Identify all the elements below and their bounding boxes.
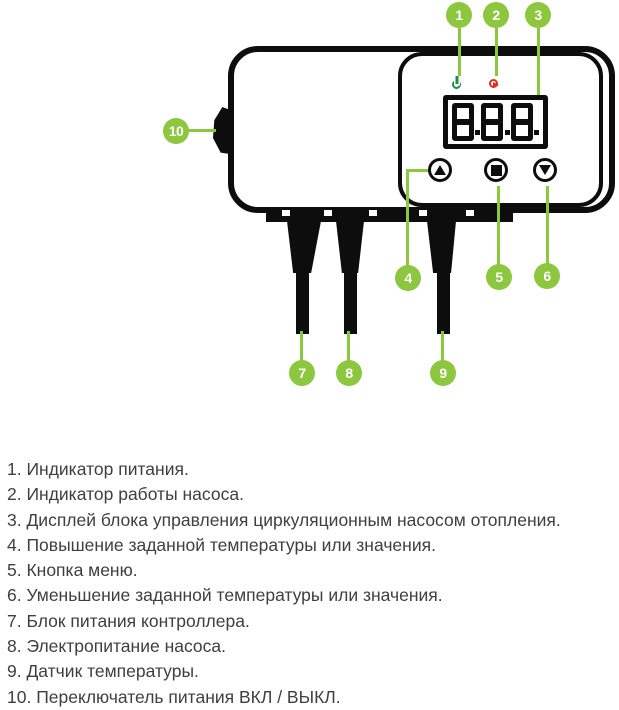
legend-item-4: 4. Повышение заданной температуры или значения. [7,534,436,555]
temperature-sensor-cable [437,271,450,334]
callout-line-4 [406,169,409,266]
triangle-down-icon [539,165,551,175]
power-indicator-icon [452,80,461,89]
legend-item-2: 2. Индикатор работы насоса. [7,484,244,505]
pump-indicator-icon [489,79,498,88]
callout-marker-7: 7 [289,360,315,386]
rail-notch [282,210,290,216]
legend-item-5: 5. Кнопка меню. [7,560,138,581]
rail-notch [324,210,332,216]
callout-marker-9: 9 [430,360,456,386]
callout-line-2 [495,28,498,76]
segment-digit [481,103,503,141]
callout-marker-6: 6 [534,263,560,289]
callout-line-7 [300,331,303,361]
callout-line-5 [497,186,500,265]
legend-item-3: 3. Дисплей блока управления циркуляционным насосом отопления. [7,509,561,530]
callout-line-9 [441,331,444,361]
rail-notch [419,210,427,216]
bottom-rail [266,210,513,222]
segment-digit [511,103,533,141]
callout-marker-8: 8 [336,360,362,386]
square-stop-icon [491,165,502,176]
callout-marker-2: 2 [483,2,509,28]
legend-list [7,457,615,710]
callout-line-10 [188,129,216,132]
legend-item-1: 1. Индикатор питания. [7,459,189,479]
callout-marker-10: 10 [163,118,189,144]
decimal-point [505,130,510,135]
legend-item-10: 10. Переключатель питания ВКЛ / ВЫКЛ. [7,686,341,707]
pump-power-cable-gland [336,221,364,273]
callout-marker-4: 4 [395,265,421,291]
decrease-button [533,158,557,182]
segment-display [443,95,548,149]
controller-power-cable-gland [287,221,321,273]
segment-digit [452,103,474,141]
rail-notch [369,210,377,216]
callout-line-1 [458,28,461,76]
callout-line-8 [347,331,350,361]
decimal-point [475,130,480,135]
menu-button [484,158,508,182]
temperature-sensor-cable-gland [427,221,456,273]
decimal-point [534,130,539,135]
pump-power-cable [344,271,357,334]
controller-power-cable [296,271,309,334]
callout-line-6 [546,186,549,264]
legend-item-6: 6. Уменьшение заданной температуры или значения. [7,585,443,606]
rail-notch [466,210,474,216]
legend-item-7: 7. Блок питания контроллера. [7,610,250,631]
callout-line-3 [537,28,540,95]
callout-marker-1: 1 [446,2,472,28]
triangle-up-icon [434,165,446,175]
callout-marker-3: 3 [525,2,551,28]
callout-marker-5: 5 [486,264,512,290]
legend-item-9: 9. Датчик температуры. [7,661,199,682]
increase-button [428,158,452,182]
legend-item-8: 8. Электропитание насоса. [7,636,226,657]
